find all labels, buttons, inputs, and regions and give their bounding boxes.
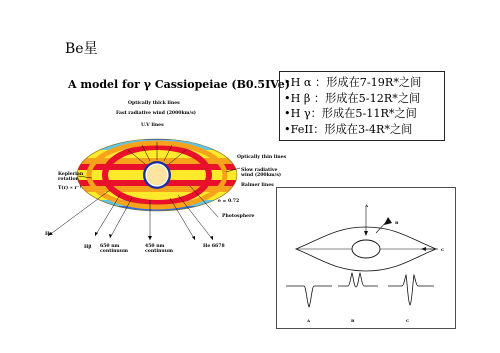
profile-label-bottom-b: B — [351, 318, 355, 323]
label-photosphere: Photosphere — [222, 214, 255, 219]
label-450-1: 450 nm — [145, 244, 165, 249]
label-halpha: Hα — [45, 232, 53, 237]
label-optically-thick: Optically thick lines — [128, 101, 180, 106]
label-450-2: continuum — [145, 249, 173, 254]
formation-radius-list — [279, 71, 445, 141]
profile-label-right-upper: B — [395, 220, 399, 225]
label-optically-thin: Optically thin lines — [237, 155, 287, 160]
label-kepler-1: Keplerian — [58, 172, 84, 177]
label-hbeta: Hβ — [84, 245, 92, 250]
profile-label-top: A — [365, 203, 369, 208]
bullet-halpha: •H α ：形成在7-19R*之间 — [284, 76, 422, 89]
line-profile-figure — [276, 187, 456, 329]
profile-label-bottom-a: A — [307, 318, 311, 323]
slide-title: Be星 — [65, 41, 98, 57]
profile-label-right: C — [441, 247, 445, 252]
label-temp: T(r) ∝ r⁻¹ — [58, 186, 82, 191]
label-balmer: Balmer lines — [241, 183, 274, 188]
label-slow-wind-2: wind (200km/s) — [241, 173, 282, 178]
profile-label-bottom-c: C — [406, 318, 410, 323]
bullet-hbeta: •H β ：形成在5-12R*之间 — [284, 91, 421, 105]
label-650-2: continuum — [100, 249, 128, 254]
label-650-1: 650 nm — [100, 244, 120, 249]
bullet-feii: •FeII：形成在3-4R*之间 — [284, 122, 413, 136]
label-kepler-2: rotation — [58, 177, 79, 182]
bullet-hgamma: •H γ：形成在5-11R*之间 — [284, 107, 417, 121]
label-fast-wind: Fast radiative wind (2000km/s) — [116, 111, 196, 116]
label-uv-lines: U.V lines — [141, 123, 164, 128]
model-title: A model for γ Cassiopeiae (B0.5IVe) — [68, 78, 290, 91]
sightline-arrowheads — [48, 232, 213, 240]
label-he6678: He 6678 — [203, 244, 225, 249]
central-star — [352, 240, 380, 258]
label-slow-wind-1: Slow radiative — [241, 168, 278, 173]
label-eccentricity: e = 0.72 — [218, 199, 240, 204]
